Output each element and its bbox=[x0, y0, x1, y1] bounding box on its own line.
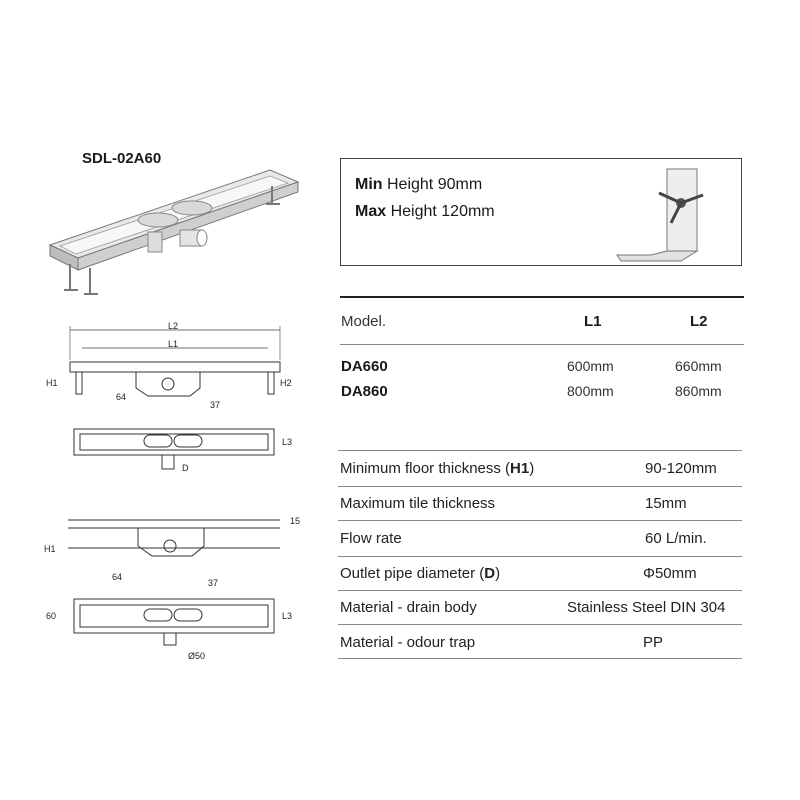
label-15: 15 bbox=[290, 516, 301, 526]
spec-value: Φ50mm bbox=[643, 565, 697, 582]
label-phi50: Ø50 bbox=[188, 651, 206, 661]
dims-l2: 860mm bbox=[675, 383, 722, 399]
spec-key: Material - drain body bbox=[340, 599, 477, 616]
spec-key: Flow rate bbox=[340, 530, 402, 547]
max-height-text: Height 120mm bbox=[390, 203, 495, 220]
col-l1-header: L1 bbox=[584, 313, 602, 330]
product-model-title: SDL-02A60 bbox=[82, 150, 162, 167]
col-model-header: Model. bbox=[341, 313, 387, 330]
min-label: Min bbox=[355, 176, 383, 193]
top-view-drawing bbox=[40, 425, 310, 485]
spec-key: Material - odour trap bbox=[340, 634, 476, 651]
spec-key: Minimum floor thickness (H1) bbox=[340, 460, 535, 477]
label-l3: L3 bbox=[282, 437, 293, 447]
min-height-text: Height 90mm bbox=[387, 176, 483, 193]
spec-key: Maximum tile thickness bbox=[340, 495, 496, 512]
label-h1: H1 bbox=[46, 378, 58, 388]
col-l2-header: L2 bbox=[690, 313, 708, 330]
spec-rule bbox=[338, 624, 742, 625]
spec-key: Outlet pipe diameter (D) bbox=[340, 565, 501, 582]
dims-l2: 660mm bbox=[675, 358, 722, 374]
min-height-line bbox=[355, 176, 482, 194]
dims-header-rule bbox=[340, 344, 744, 345]
dims-model: DA660 bbox=[341, 358, 388, 375]
spec-row bbox=[340, 522, 742, 556]
spec-rule bbox=[338, 520, 742, 521]
label-d: D bbox=[182, 463, 189, 473]
label-h1-2: H1 bbox=[44, 544, 56, 554]
product-image bbox=[40, 160, 310, 300]
spec-rule bbox=[338, 450, 742, 451]
spec-value: PP bbox=[643, 634, 664, 651]
label-l1: L1 bbox=[168, 339, 179, 349]
spec-rule bbox=[338, 658, 742, 659]
dims-model: DA860 bbox=[341, 383, 388, 400]
label-l2: L2 bbox=[168, 321, 179, 331]
spec-value: 15mm bbox=[645, 495, 687, 512]
spec-row bbox=[340, 487, 742, 521]
label-37-2: 37 bbox=[208, 578, 219, 588]
height-range-box bbox=[340, 158, 742, 266]
spec-row bbox=[340, 626, 742, 660]
spec-row bbox=[340, 557, 742, 591]
label-l3-2: L3 bbox=[282, 611, 293, 621]
label-60: 60 bbox=[46, 611, 57, 621]
spec-row bbox=[340, 591, 742, 625]
spec-value: 90-120mm bbox=[645, 460, 717, 477]
side-view-drawing-2 bbox=[40, 500, 310, 595]
dims-l1: 600mm bbox=[567, 358, 614, 374]
spec-row bbox=[340, 452, 742, 486]
label-h2: H2 bbox=[280, 378, 292, 388]
max-label: Max bbox=[355, 203, 387, 220]
spec-value: Stainless Steel DIN 304 bbox=[567, 599, 726, 616]
top-view-drawing-2 bbox=[40, 595, 310, 665]
side-view-drawing bbox=[40, 320, 310, 420]
label-64: 64 bbox=[116, 392, 127, 402]
height-bracket-image bbox=[611, 165, 721, 265]
label-37: 37 bbox=[210, 400, 221, 410]
dims-top-rule bbox=[340, 296, 744, 298]
spec-value: 60 L/min. bbox=[645, 530, 707, 547]
label-64-2: 64 bbox=[112, 572, 123, 582]
dims-l1: 800mm bbox=[567, 383, 614, 399]
max-height-line bbox=[355, 203, 495, 221]
